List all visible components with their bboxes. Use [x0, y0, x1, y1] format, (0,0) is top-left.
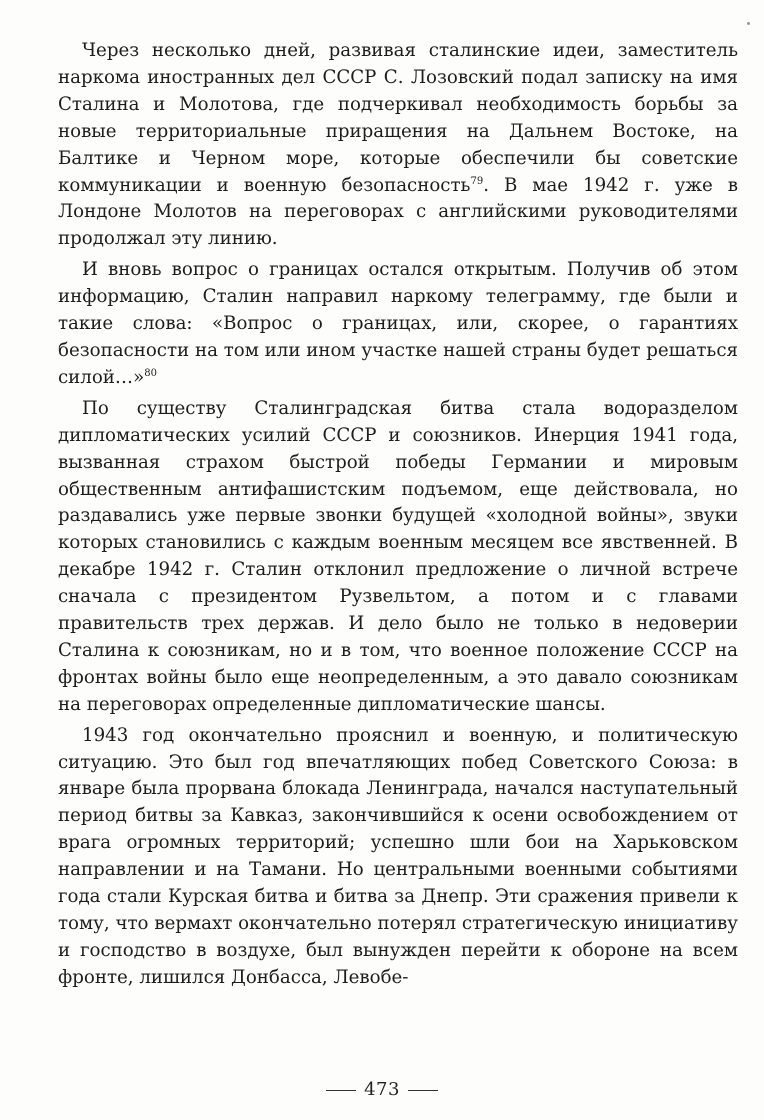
- paragraph-2-text: И вновь вопрос о границах остался открытым. Получив об этом информацию, Сталин направил наркому телеграмму, где были и такие слова: «Вопрос о границах, или, скорее, о гарантиях безопасности на том или ином участке нашей страны будет решаться силой…»: [58, 259, 738, 388]
- page-number: 473: [364, 1079, 400, 1100]
- page-number-left-dash: [326, 1090, 356, 1091]
- paragraph-1: [58, 38, 738, 253]
- page-footer: [0, 1079, 764, 1100]
- paragraph-4-text: 1943 год окончательно прояснил и военную, и политическую ситуацию. Это был год впечатляющих побед Советского Союза: в январе была прорвана блокада Ленинграда, начался наступательный период битвы за Кавказ, закончившийся к осени освобождением от врага огромных территорий; успешно шли бои на Харьковском направлении и на Тамани. Но центральными военными событиями года стали Курская битва и битва за Днепр. Эти сражения привели к тому, что вермахт окончательно потерял стратегическую инициативу и господство в воздухе, был вынужден перейти к обороне на всем фронте, лишился Донбасса, Левобе-: [58, 724, 738, 988]
- footnote-ref-80: 80: [144, 367, 157, 379]
- page-number-right-dash: [408, 1090, 438, 1091]
- paragraph-1-text-end: . В мае 1942 г. уже в Лондоне Молотов на переговорах с английскими руководителями продолжал эту линию.: [58, 174, 738, 250]
- paragraph-2: [58, 257, 738, 392]
- footnote-ref-79: 79: [470, 175, 484, 187]
- book-page-text: [58, 38, 738, 992]
- paragraph-3: [58, 396, 738, 719]
- paragraph-1-text: Через несколько дней, развивая сталинские идеи, заместитель наркома иностранных дел СССР С. Лозовский подал записку на имя Сталина и Молотова, где подчеркивал необходимость борьбы за новые территориальные приращения на Дальнем Востоке, на Балтике и Черном море, которые обеспечили бы советские коммуникации и военную безопасность: [58, 40, 738, 196]
- paragraph-4: [58, 723, 738, 992]
- paragraph-3-text: По существу Сталинградская битва стала водоразделом дипломатических усилий СССР и союзников. Инерция 1941 года, вызванная страхом быстрой победы Германии и мировым общественным антифашистским подъемом, еще действовала, но раздавались уже первые звонки будущей «холодной войны», звуки которых становились с каждым военным месяцем все явственней. В декабре 1942 г. Сталин отклонил предложение о личной встрече сначала с президентом Рузвельтом, а потом и с главами правительств трех держав. И дело было не только в недоверии Сталина к союзникам, но и в том, что военное положение СССР на фронтах войны было еще неопределенным, а это давало союзникам на переговорах определенные дипломатические шансы.: [58, 397, 738, 715]
- scan-speck: [747, 22, 750, 25]
